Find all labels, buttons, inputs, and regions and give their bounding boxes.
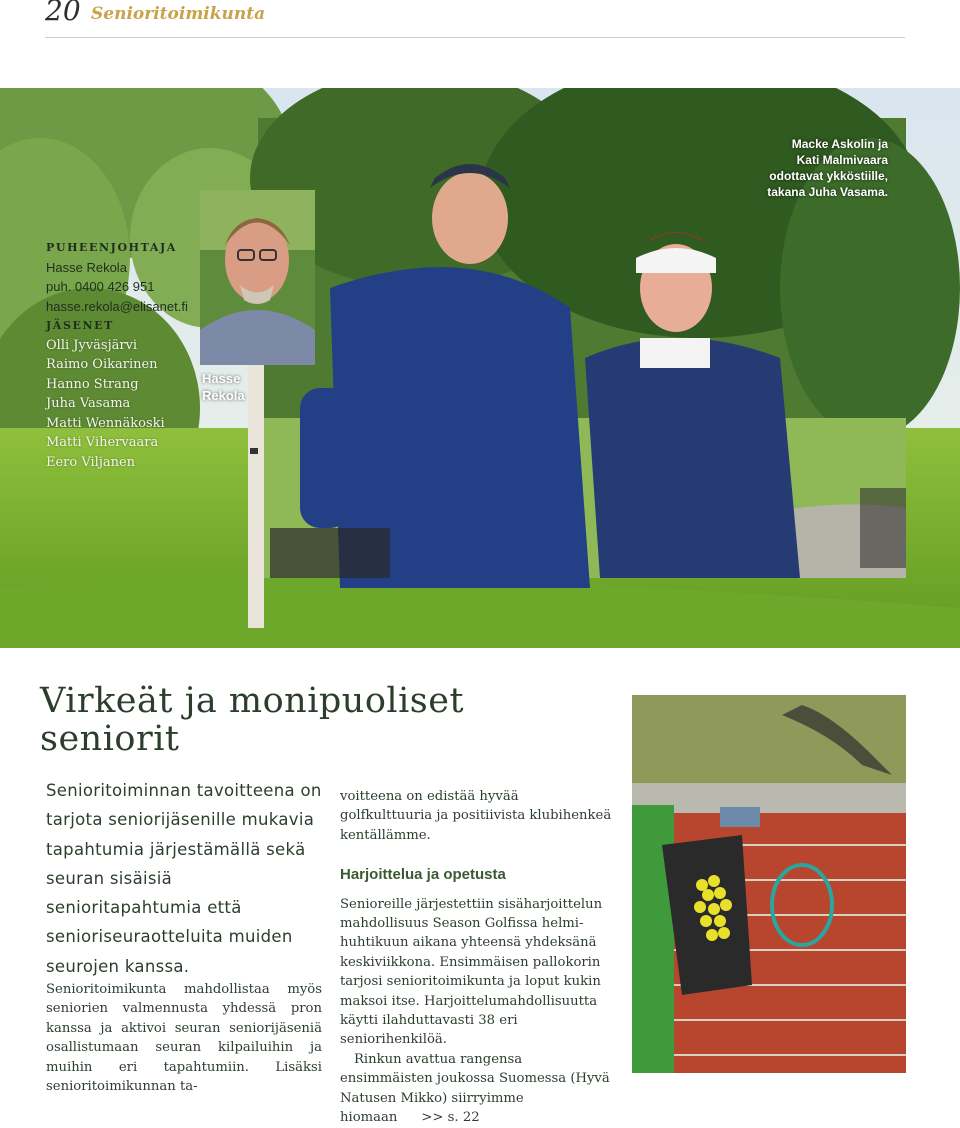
headline-line: seniorit — [40, 719, 180, 759]
photo-caption-line: takana Juha Vasama. — [767, 185, 888, 199]
chair-heading: PUHEENJOHTAJA — [46, 241, 177, 254]
members-heading: JÄSENET — [46, 319, 114, 332]
continuation-text: voitteena on edistää hyvää golfkulttuuria ja positiivista klubihenkeä kentällämme. — [340, 789, 612, 843]
lead-paragraph: Senioritoiminnan tavoitteena on tarjota seniorijäsenille mukavia tapahtumia järjestämällä sekä seuran sisäisiä senioritapahtumia että senioriseuraotteluita muiden seurojen kanssa. — [46, 781, 322, 976]
page-number: 20 — [45, 0, 81, 27]
member-item: Eero Viljanen — [46, 454, 136, 470]
chair-phone: puh. 0400 426 951 — [46, 279, 155, 294]
photo-caption-line: odottavat ykköstiille, — [769, 169, 888, 183]
subheading: Harjoittelua ja opetusta — [340, 866, 506, 884]
section-title: Senioritoimikunta — [91, 4, 266, 24]
chair-name: Hasse Rekola — [46, 259, 127, 275]
range-photo — [632, 695, 906, 1073]
body-column-2 — [340, 787, 612, 1128]
chair-email[interactable]: hasse.rekola@elisanet.fi — [46, 298, 188, 314]
paragraph — [340, 1050, 612, 1128]
portrait-caption-line: Rekola — [202, 388, 245, 403]
body-column-1: Senioritoimikunta mahdollistaa myös seniorien valmennusta yhdessä pron kanssa ja aktivoi seuran seniorijäseniä osallistumaan seuran kilpailuihin ja muihin eri tapahtumiin. Lisäksi senioritoimikunnan ta- — [46, 982, 322, 1095]
article-headline — [40, 682, 600, 758]
page-header — [45, 0, 905, 40]
photo-caption-line: Kati Malmivaara — [796, 153, 888, 167]
photo-caption-line: Macke Askolin ja — [791, 137, 888, 151]
member-item: Hanno Strang — [46, 376, 139, 392]
member-item: Raimo Oikarinen — [46, 357, 158, 372]
member-item: Olli Jyväsjärvi — [46, 337, 138, 353]
photo-caption — [728, 136, 888, 200]
headline-line: Virkeät ja monipuoliset — [40, 681, 465, 721]
member-item: Juha Vasama — [46, 396, 131, 411]
paragraph-text: Rinkun avattua rangensa ensimmäisten joukossa Suomessa (Hyvä Natusen Mikko) siirryimme hiomaan — [340, 1051, 610, 1126]
header-divider — [45, 37, 905, 38]
paragraph: Senioreille järjestettiin sisäharjoittelun mahdollisuus Season Golfissa helmi-huhtikuun aikana yhteensä yhdeksänä keskiviikkona. Ensimmäisen pallokorin tarjosi senioritoimikunta ja loput kukin maksoi itse. Harjoittelumahdollisuutta käytti ilahduttavasti 38 eri seniorihenkilöä. — [340, 896, 603, 1048]
portrait-caption — [202, 370, 245, 404]
member-item: Matti Vihervaara — [46, 435, 159, 450]
portrait-caption-line: Hasse — [202, 371, 241, 386]
member-item: Matti Wennäkoski — [46, 415, 165, 431]
continued-link[interactable]: >> s. 22 — [421, 1110, 480, 1126]
committee-contacts — [46, 238, 256, 472]
